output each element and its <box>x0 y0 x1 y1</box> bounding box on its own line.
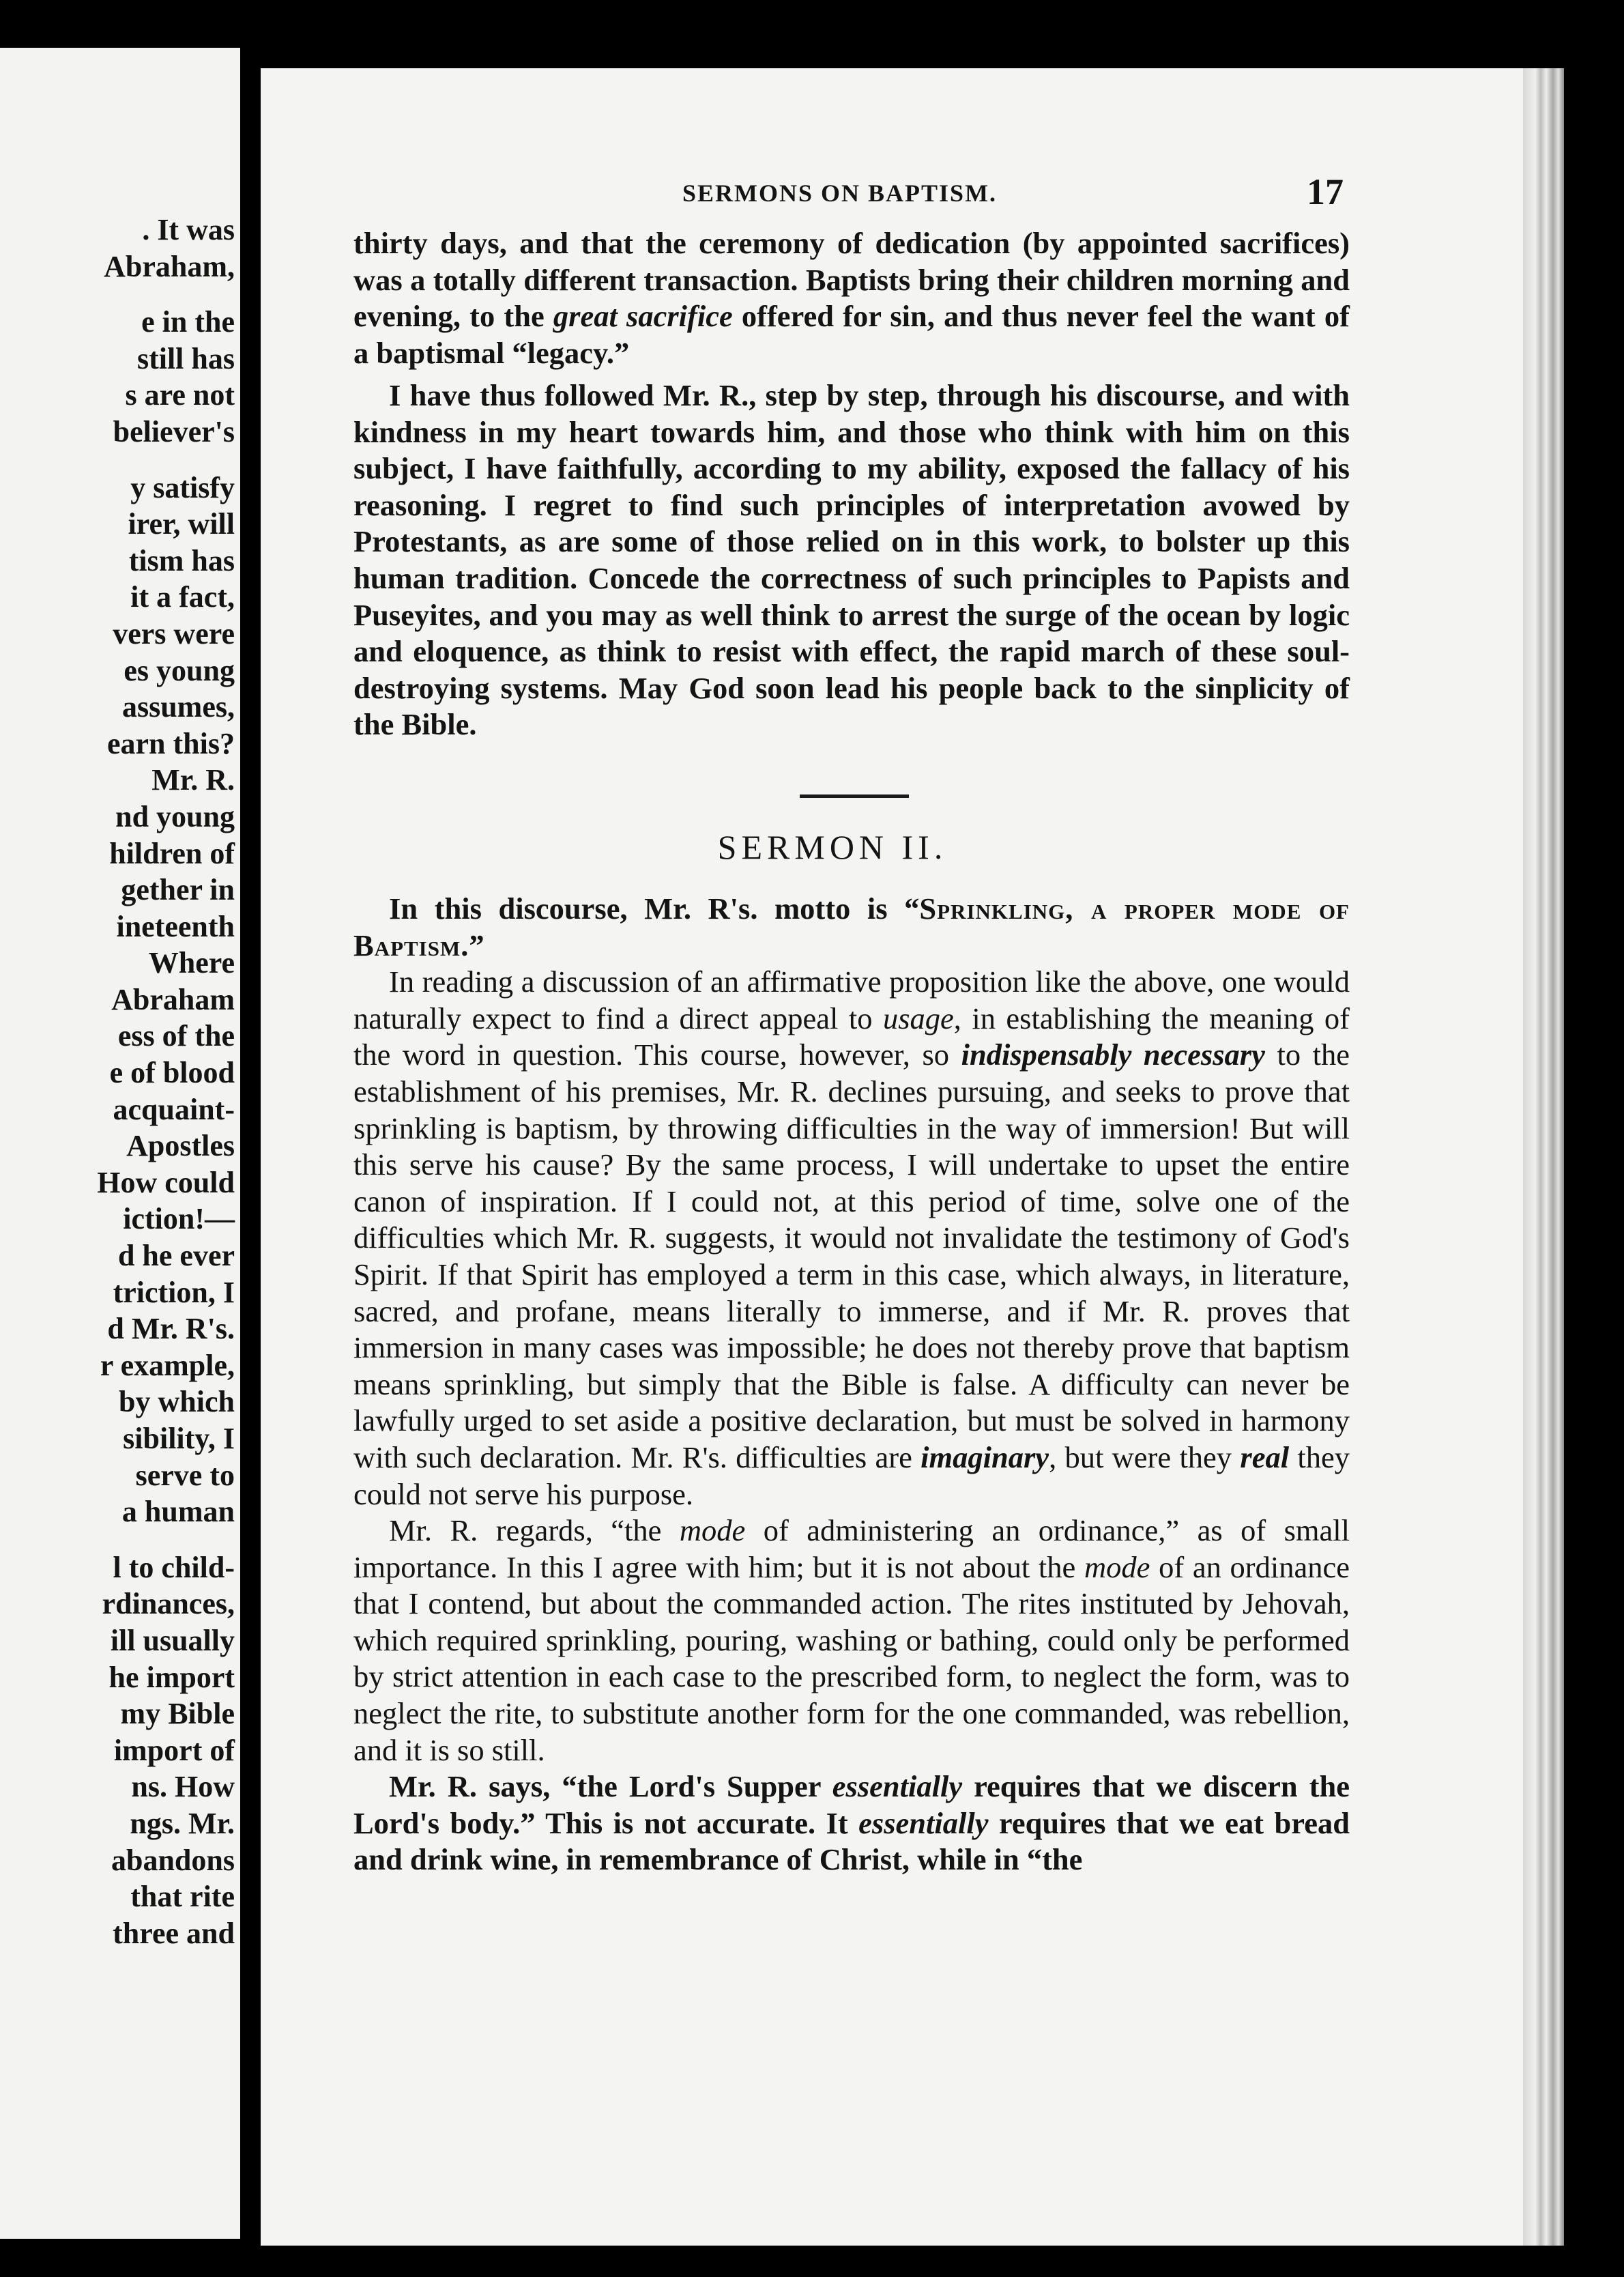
left-page-line: Abraham <box>111 982 235 1016</box>
para5-text-2: of administering an ordinance,” as of small importance. In this I agree with him; but it is not about the <box>353 1513 1350 1584</box>
left-page-line: y satisfy <box>130 470 235 504</box>
left-page-line: that rite <box>130 1880 235 1914</box>
sermon-title: SERMON II. <box>717 828 948 866</box>
left-page-line: sibility, I <box>123 1422 235 1455</box>
left-page-line: by which <box>119 1385 235 1419</box>
left-page-line: gether in <box>121 873 235 907</box>
para6-text-1: Mr. R. says, “the Lord's Supper <box>389 1769 832 1804</box>
para5-text-1: Mr. R. regards, “the <box>389 1513 680 1548</box>
sermon-body <box>353 891 1350 1878</box>
para1-emphasis: great sacrifice <box>553 299 733 334</box>
left-page-line: hildren of <box>109 836 235 870</box>
left-page-line: d he ever <box>117 1239 235 1273</box>
para4-text-5: they could not serve his purpose. <box>353 1440 1350 1511</box>
para4-text-2: , in establishing the meaning of the word in question. This course, however, so <box>353 1001 1350 1072</box>
paragraph-4 <box>353 964 1350 1513</box>
left-page-line: earn this? <box>107 726 235 760</box>
left-page-line: iction!— <box>123 1202 235 1236</box>
left-page-line: . It was <box>142 213 235 246</box>
left-page-line: irer, will <box>128 507 235 541</box>
para4-emphasis-3: imaginary <box>920 1440 1049 1474</box>
para3-text-2: ” <box>469 928 484 962</box>
para6-text-3: requires that we eat bread and drink wine, in remembrance of Christ, while in “the <box>353 1805 1350 1877</box>
left-page-line: e in the <box>141 305 235 339</box>
paragraph-3 <box>353 891 1350 964</box>
left-page-line: ill usually <box>110 1623 235 1657</box>
left-page-line: acquaint- <box>113 1092 235 1126</box>
left-page-line: r example, <box>100 1348 235 1382</box>
left-page-line: my Bible <box>120 1697 235 1731</box>
left-page-line: abandons <box>111 1843 235 1877</box>
para4-emphasis-1: usage <box>882 1001 954 1035</box>
page-edges <box>1523 68 1564 2246</box>
para6-emphasis-1: essentially <box>832 1769 963 1804</box>
motto: Sprinkling, a proper mode of Baptism. <box>353 891 1350 962</box>
left-page-line: e of blood <box>109 1056 235 1090</box>
left-page-line: ess of the <box>117 1019 235 1053</box>
left-page-line: tism has <box>128 543 235 577</box>
left-page-line: triction, I <box>113 1275 235 1309</box>
para5-emphasis-1: mode <box>679 1513 746 1548</box>
left-page-line: he import <box>108 1660 235 1694</box>
left-page-line: three and <box>113 1916 235 1950</box>
left-page-line: assumes, <box>121 690 235 724</box>
page-number: 17 <box>1307 171 1344 212</box>
para6-emphasis-2: essentially <box>858 1805 989 1840</box>
para1-text-2: offered for sin, and thus never feel the want of a baptismal “legacy.” <box>353 299 1350 370</box>
left-page-line: d Mr. R's. <box>107 1312 235 1346</box>
left-page-line: Abraham, <box>104 249 235 283</box>
left-page-line: import of <box>113 1733 235 1767</box>
para6-text-2: requires that we discern the Lord's body.” This is not accurate. It <box>353 1769 1350 1840</box>
left-page-line: serve to <box>135 1458 235 1492</box>
running-title: SERMONS ON BAPTISM. <box>682 180 998 207</box>
left-page-line: vers were <box>113 616 235 650</box>
left-page-line: a human <box>121 1495 235 1529</box>
left-page-line <box>3 1530 235 1549</box>
left-page-line: Where <box>148 946 235 980</box>
left-page-line: ns. How <box>131 1770 235 1804</box>
paragraph-6 <box>353 1768 1350 1878</box>
left-page <box>0 48 240 2239</box>
left-page-line: How could <box>97 1165 235 1199</box>
left-page-line: Apostles <box>126 1129 235 1163</box>
left-page-line: it a fact, <box>130 580 235 614</box>
left-page-line: believer's <box>113 414 235 448</box>
para4-emphasis-2: indispensably necessary <box>961 1037 1265 1072</box>
para4-emphasis-4: real <box>1240 1440 1290 1474</box>
left-page-text <box>3 212 235 1951</box>
para5-emphasis-2: mode <box>1084 1549 1150 1584</box>
left-page-line: Mr. R. <box>151 763 235 797</box>
para1-text-1: thirty days, and that the ceremony of dedication (by appointed sacrifices) was a totally different transaction. Baptists bring their children morning and evening, to the <box>353 226 1350 334</box>
paragraph-1 <box>353 225 1350 371</box>
left-page-line: s are not <box>125 378 235 412</box>
para4-text-1: In reading a discussion of an affirmative proposition like the above, one would naturally expect to find a direct appeal to <box>353 964 1350 1035</box>
left-page-line: rdinances, <box>102 1587 235 1621</box>
left-page-line: l to child- <box>113 1550 235 1584</box>
left-page-line: es young <box>124 653 235 687</box>
left-page-line: ineteenth <box>116 909 235 943</box>
paragraph-2 <box>353 377 1350 743</box>
left-page-line: nd young <box>115 799 235 833</box>
para4-text-4: , but were they <box>1049 1440 1241 1474</box>
left-page-line <box>3 285 235 304</box>
para2-text: I have thus followed Mr. R., step by step, through his discourse, and with kindness in my heart towards him, and those who think with him on this subject, I have faithfully, according to my ability, exposed the fallacy of his reasoning. I regret to find such principles of interpretation avowed by Protestants, as are some of those relied on in this work, to bolster up this human tradition. Concede the correctness of such principles to Papists and Puseyites, and you may as well think to arrest the surge of the ocean by logic and eloquence, as think to resist with effect, the rapid march of these soul-destroying systems. May God soon lead his people back to the sinplicity of the Bible. <box>353 378 1350 742</box>
left-page-line: still has <box>136 341 235 375</box>
left-page-line <box>3 450 235 470</box>
para3-text-1: In this discourse, Mr. R's. motto is “ <box>389 891 920 926</box>
para5-text-3: of an ordinance that I contend, but about the commanded action. The rites instituted by Jehovah, which required sprinkling, pouring, washing or bathing, could only be performed by strict attention in each case to the prescribed form, to neglect the form, was to neglect the rite, to substitute another form for the one commanded, was rebellion, and it is so still. <box>353 1549 1350 1767</box>
left-page-line: ngs. Mr. <box>130 1806 235 1840</box>
para4-text-3: to the establishment of his premises, Mr. R. declines pursuing, and seeks to prove that sprinkling is baptism, by throwing difficulties in the way of immersion! But will this serve his cause? By the same process, I will undertake to upset the entire canon of inspiration. If I could not, at this period of time, solve one of the difficulties which Mr. R. suggests, it would not invalidate the testimony of God's Spirit. If that Spirit has employed a term in this case, which always, in literature, sacred, and profane, means literally to immerse, and if Mr. R. proves that immersion in many cases was impossible; he does not thereby prove that baptism means sprinkling, but simply that the Bible is false. A difficulty can never be lawfully urged to set aside a positive declaration, but must be solved in harmony with such declaration. Mr. R's. difficulties are <box>353 1037 1350 1474</box>
paragraph-5 <box>353 1513 1350 1768</box>
section-divider <box>800 794 909 798</box>
